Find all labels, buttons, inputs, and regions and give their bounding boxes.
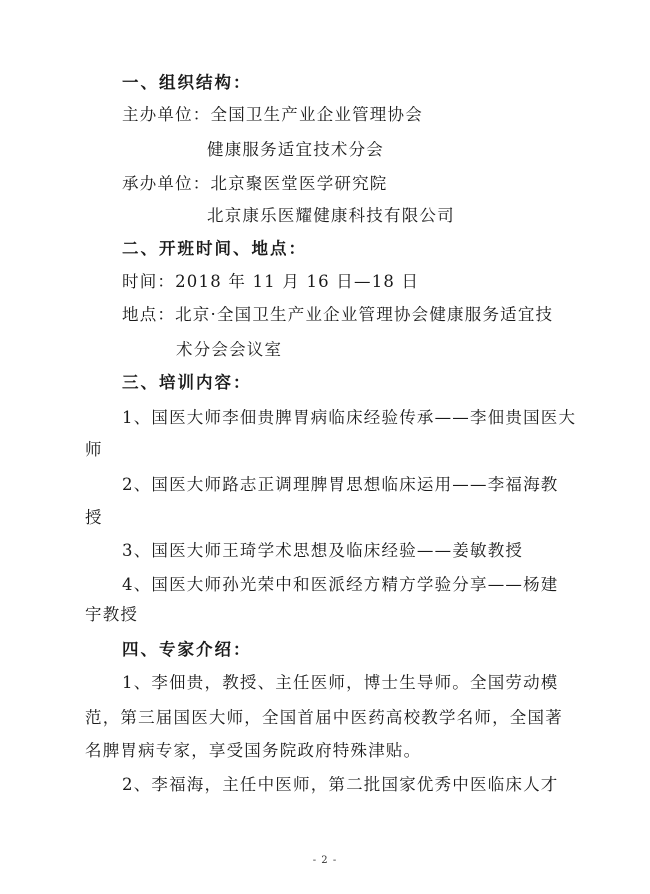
place-line-1: 地点：北京·全国卫生产业企业管理协会健康服务适宜技 [122, 305, 554, 324]
expert-1-line-3: 名脾胃病专家，享受国务院政府特殊津贴。 [85, 741, 422, 760]
page-number: - 2 - [312, 855, 338, 866]
training-item-4-line-1: 4、国医大师孙光荣中和医派经方精方学验分享——杨建 [122, 575, 559, 594]
section-heading-training: 三、培训内容： [122, 373, 252, 392]
host-unit-line-2: 健康服务适宜技术分会 [207, 140, 384, 159]
training-item-4-line-2: 宇教授 [85, 605, 139, 624]
place-line-2: 术分会会议室 [176, 340, 283, 359]
organizer-unit-line-2: 北京康乐医耀健康科技有限公司 [207, 206, 455, 225]
training-item-3: 3、国医大师王琦学术思想及临床经验——姜敏教授 [122, 541, 524, 560]
section-heading-time-place: 二、开班时间、地点： [122, 239, 307, 258]
expert-1-line-2: 范，第三届国医大师，全国首届中医药高校教学名师，全国著 [85, 708, 563, 727]
organizer-unit-line: 承办单位：北京聚医堂医学研究院 [122, 174, 388, 193]
host-unit-line: 主办单位：全国卫生产业企业管理协会 [122, 105, 423, 124]
expert-1-line-1: 1、李佃贵，教授、主任医师，博士生导师。全国劳动模 [122, 673, 559, 692]
training-item-1-line-2: 师 [85, 440, 103, 459]
training-item-2-line-1: 2、国医大师路志正调理脾胃思想临床运用——李福海教 [122, 475, 559, 494]
time-line: 时间：2018 年 11 月 16 日—18 日 [122, 272, 420, 291]
training-item-1-line-1: 1、国医大师李佃贵脾胃病临床经验传承——李佃贵国医大 [122, 408, 577, 427]
training-item-2-line-2: 授 [85, 508, 103, 527]
section-heading-experts: 四、专家介绍： [122, 640, 252, 659]
expert-2-line-1: 2、李福海，主任中医师，第二批国家优秀中医临床人才 [122, 775, 559, 794]
section-heading-organization: 一、组织结构： [122, 73, 252, 92]
